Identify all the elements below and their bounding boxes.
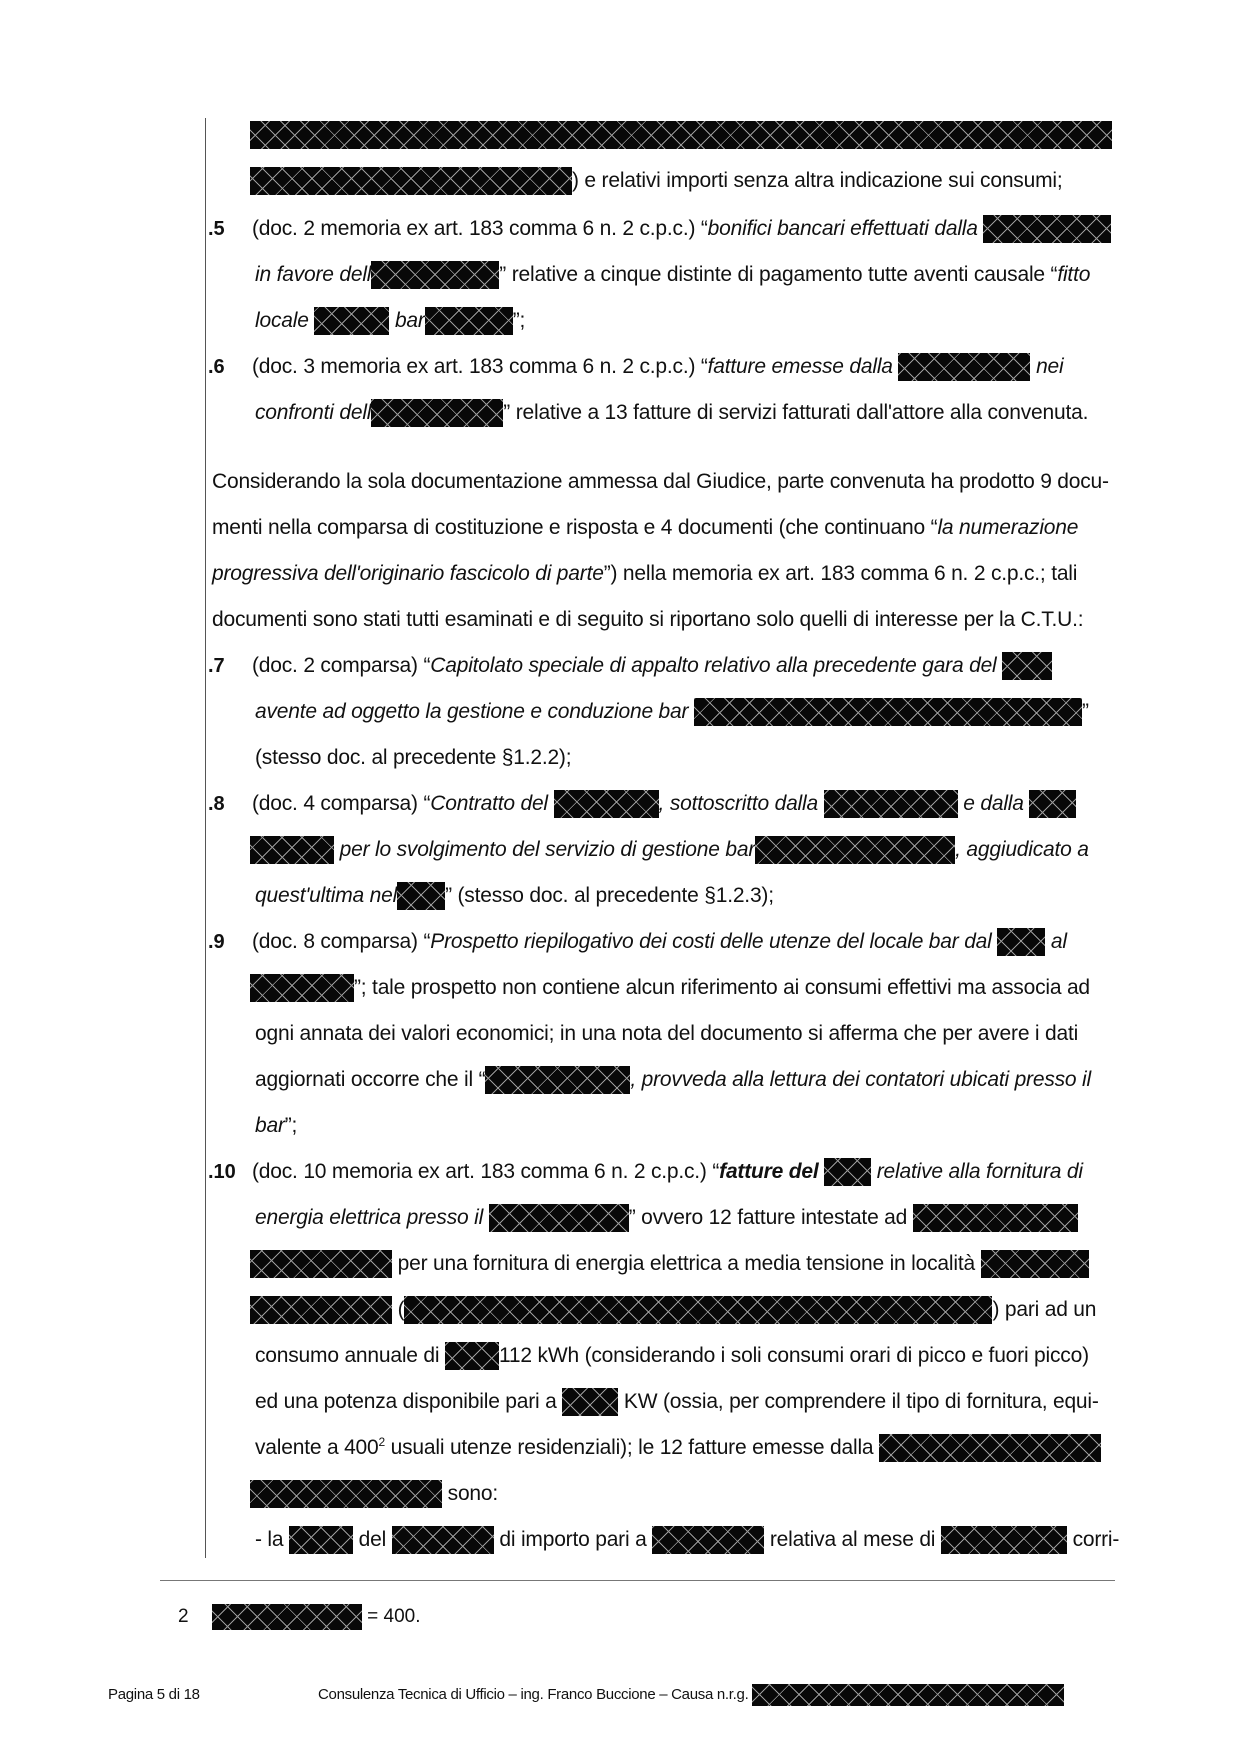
text-run: ”; (284, 1114, 298, 1137)
italic-run: progressiva dell'originario fascicolo di parte (212, 562, 604, 585)
text-run: ) pari ad un (992, 1298, 1097, 1321)
redaction-block (941, 1526, 1067, 1554)
redaction-block (824, 790, 958, 818)
text-line (255, 881, 774, 911)
italic-run: locale (255, 309, 309, 332)
text-run: menti nella comparsa di costituzione e risposta e 4 documenti (che continuano “ (212, 516, 938, 539)
redaction-block (250, 974, 354, 1002)
text-run: ”) nella memoria ex art. 183 comma 6 n. 2 c.p.c.; tali (603, 562, 1078, 585)
text-run: ed una potenza disponibile pari a (255, 1390, 557, 1413)
text-line (250, 166, 1062, 196)
italic-run: fitto (1057, 263, 1091, 286)
text-line (255, 1525, 1119, 1555)
redaction-block (404, 1296, 992, 1324)
text-run: ” relative a cinque distinte di pagamento tutte aventi causale “ (499, 263, 1058, 286)
italic-run: Contratto del (430, 792, 548, 815)
text-line (212, 513, 1078, 543)
margin-rule (205, 118, 206, 1558)
redaction-block (1002, 652, 1052, 680)
italic-run: al (1050, 930, 1067, 953)
italic-run: in favore dell (255, 263, 372, 286)
redaction-block (250, 121, 1112, 149)
text-line: (stesso doc. al precedente §1.2.2); (255, 746, 572, 769)
text-run: KW (ossia, per comprendere il tipo di fornitura, equi- (623, 1390, 1099, 1413)
item-number: .6 (208, 356, 225, 378)
text-run: ” ovvero 12 fatture intestate ad (628, 1206, 908, 1229)
italic-run: energia elettrica presso il (255, 1206, 484, 1229)
text-line (250, 973, 1090, 1003)
text-line (255, 306, 525, 336)
text-line: Considerando la sola documentazione ammessa dal Giudice, parte convenuta ha prodotto 9 docu- (212, 470, 1109, 493)
italic-run: bar (394, 309, 425, 332)
text-run: ” relative a 13 fatture di servizi fatturati dall'attore alla convenuta. (503, 401, 1089, 424)
redaction-block (755, 836, 955, 864)
item-number: .7 (208, 655, 225, 677)
text-line (255, 1065, 1091, 1095)
text-line (250, 1479, 498, 1509)
footer-title-text: Consulenza Tecnica di Ufficio – ing. Franco Buccione – Causa n.r.g. (318, 1686, 749, 1703)
text-line (255, 1111, 297, 1141)
redaction-block (997, 928, 1045, 956)
text-line (255, 697, 1089, 727)
italic-run: bonifici bancari effettuati dalla (707, 217, 978, 240)
redaction-block (652, 1526, 764, 1554)
item-number: .10 (208, 1161, 236, 1183)
redaction-block (250, 1250, 392, 1278)
redaction-block (1029, 790, 1076, 818)
text-run: sono: (447, 1482, 499, 1505)
text-run: (doc. 3 memoria ex art. 183 comma 6 n. 2 c.p.c.) “ (252, 355, 708, 378)
redaction-block (250, 1296, 392, 1324)
text-run: - la (255, 1528, 284, 1551)
item-number: .9 (208, 931, 225, 953)
text-run: (doc. 2 comparsa) “ (252, 654, 431, 677)
text-line (252, 1157, 1083, 1187)
redaction-block (212, 1604, 362, 1630)
italic-run: fatture emesse dalla (707, 355, 893, 378)
page-number: Pagina 5 di 18 (108, 1686, 200, 1703)
text-line: documenti sono stati tutti esaminati e di seguito si riportano solo quelli di interesse per la C.T.U.: (212, 608, 1084, 631)
redaction-block (562, 1388, 618, 1416)
text-run: per una fornitura di energia elettrica a media tensione in località (397, 1252, 975, 1275)
redaction-block (371, 399, 503, 427)
redaction-block (879, 1434, 1101, 1462)
redaction-block (752, 1684, 1064, 1706)
text-run: usuali utenze residenziali); le 12 fatture emesse dalla (385, 1436, 874, 1459)
redaction-block (554, 790, 659, 818)
redaction-block (250, 167, 572, 195)
footnote (178, 1602, 421, 1632)
text-run: (doc. 10 memoria ex art. 183 comma 6 n. 2 c.p.c.) “ (252, 1160, 720, 1183)
redaction-block (694, 698, 1082, 726)
text-line (252, 214, 1111, 244)
text-line (255, 1387, 1099, 1417)
footnote-text: = 400. (367, 1606, 421, 1627)
text-run: 112 kWh (considerando i soli consumi orari di picco e fuori picco) (499, 1344, 1089, 1367)
text-run: ( (397, 1298, 405, 1321)
redaction-block (898, 353, 1030, 381)
redaction-block (250, 1480, 442, 1508)
text-line (212, 559, 1077, 589)
redaction-block (397, 882, 445, 910)
text-run: consumo annuale di (255, 1344, 440, 1367)
text-line (250, 835, 1089, 865)
italic-run: la numerazione (937, 516, 1079, 539)
item-number: .5 (208, 218, 225, 240)
italic-run: Capitolato speciale di appalto relativo alla precedente gara del (430, 654, 997, 677)
text-line (255, 398, 1088, 428)
italic-run: avente ad oggetto la gestione e conduzione bar (255, 700, 689, 723)
text-line (252, 352, 1064, 382)
redaction-block (250, 836, 334, 864)
redaction-block (485, 1066, 630, 1094)
text-run: corri- (1072, 1528, 1120, 1551)
text-run: (doc. 2 memoria ex art. 183 comma 6 n. 2 c.p.c.) “ (252, 217, 708, 240)
text-run: aggiornati occorre che il “ (255, 1068, 486, 1091)
footnote-number: 2 (178, 1606, 189, 1627)
text-line (255, 1203, 1078, 1233)
item-number: .8 (208, 793, 225, 815)
italic-run: , sottoscritto dalla (658, 792, 818, 815)
text-line (252, 927, 1067, 957)
italic-run: , aggiudicato a (955, 838, 1089, 861)
footnote-separator (160, 1580, 1115, 1581)
redaction-block (824, 1158, 871, 1186)
italic-run: quest'ultima nel (255, 884, 398, 907)
text-run: di importo pari a (499, 1528, 647, 1551)
text-run: valente a 400 (255, 1436, 379, 1459)
italic-run: confronti dell (255, 401, 372, 424)
text-run: ) e relativi importi senza altra indicazione sui consumi; (572, 169, 1063, 192)
redaction-block (983, 215, 1111, 243)
text-line (255, 1341, 1089, 1371)
footer-title (318, 1683, 1064, 1707)
italic-run: nei (1036, 355, 1064, 378)
text-run: ”; (512, 309, 526, 332)
italic-run: Prospetto riepilogativo dei costi delle utenze del locale bar dal (430, 930, 992, 953)
redaction-block (314, 307, 389, 335)
footnote-ref: 2 (378, 1435, 385, 1449)
text-run: ” (stesso doc. al precedente §1.2.3); (445, 884, 774, 907)
text-run: relativa al mese di (769, 1528, 936, 1551)
text-line (250, 1295, 1096, 1325)
redaction-block (289, 1526, 353, 1554)
bold-italic-run: fatture del (719, 1160, 819, 1183)
redaction-block (425, 307, 513, 335)
text-line (252, 651, 1052, 681)
text-run: (doc. 8 comparsa) “ (252, 930, 431, 953)
text-run: ”; tale prospetto non contiene alcun riferimento ai consumi effettivi ma associa ad (354, 976, 1090, 999)
italic-run: , provveda alla lettura dei contatori ubicati presso il (630, 1068, 1091, 1091)
text-line (250, 1249, 1089, 1279)
text-run: del (358, 1528, 387, 1551)
italic-run: e dalla (963, 792, 1024, 815)
text-run: (doc. 4 comparsa) “ (252, 792, 431, 815)
text-line (255, 260, 1090, 290)
redaction-block (392, 1526, 494, 1554)
text-line (250, 120, 1112, 150)
text-line (255, 1433, 1101, 1463)
italic-run: relative alla fornitura di (876, 1160, 1083, 1183)
redaction-block (445, 1342, 499, 1370)
text-line: ogni annata dei valori economici; in una nota del documento si afferma che per avere i dati (255, 1022, 1079, 1045)
redaction-block (489, 1204, 629, 1232)
redaction-block (371, 261, 499, 289)
redaction-block (913, 1204, 1078, 1232)
text-run: ” (1081, 700, 1089, 723)
redaction-block (981, 1250, 1089, 1278)
text-line (252, 789, 1076, 819)
italic-run: bar (255, 1114, 285, 1137)
italic-run: per lo svolgimento del servizio di gestione bar (339, 838, 756, 861)
